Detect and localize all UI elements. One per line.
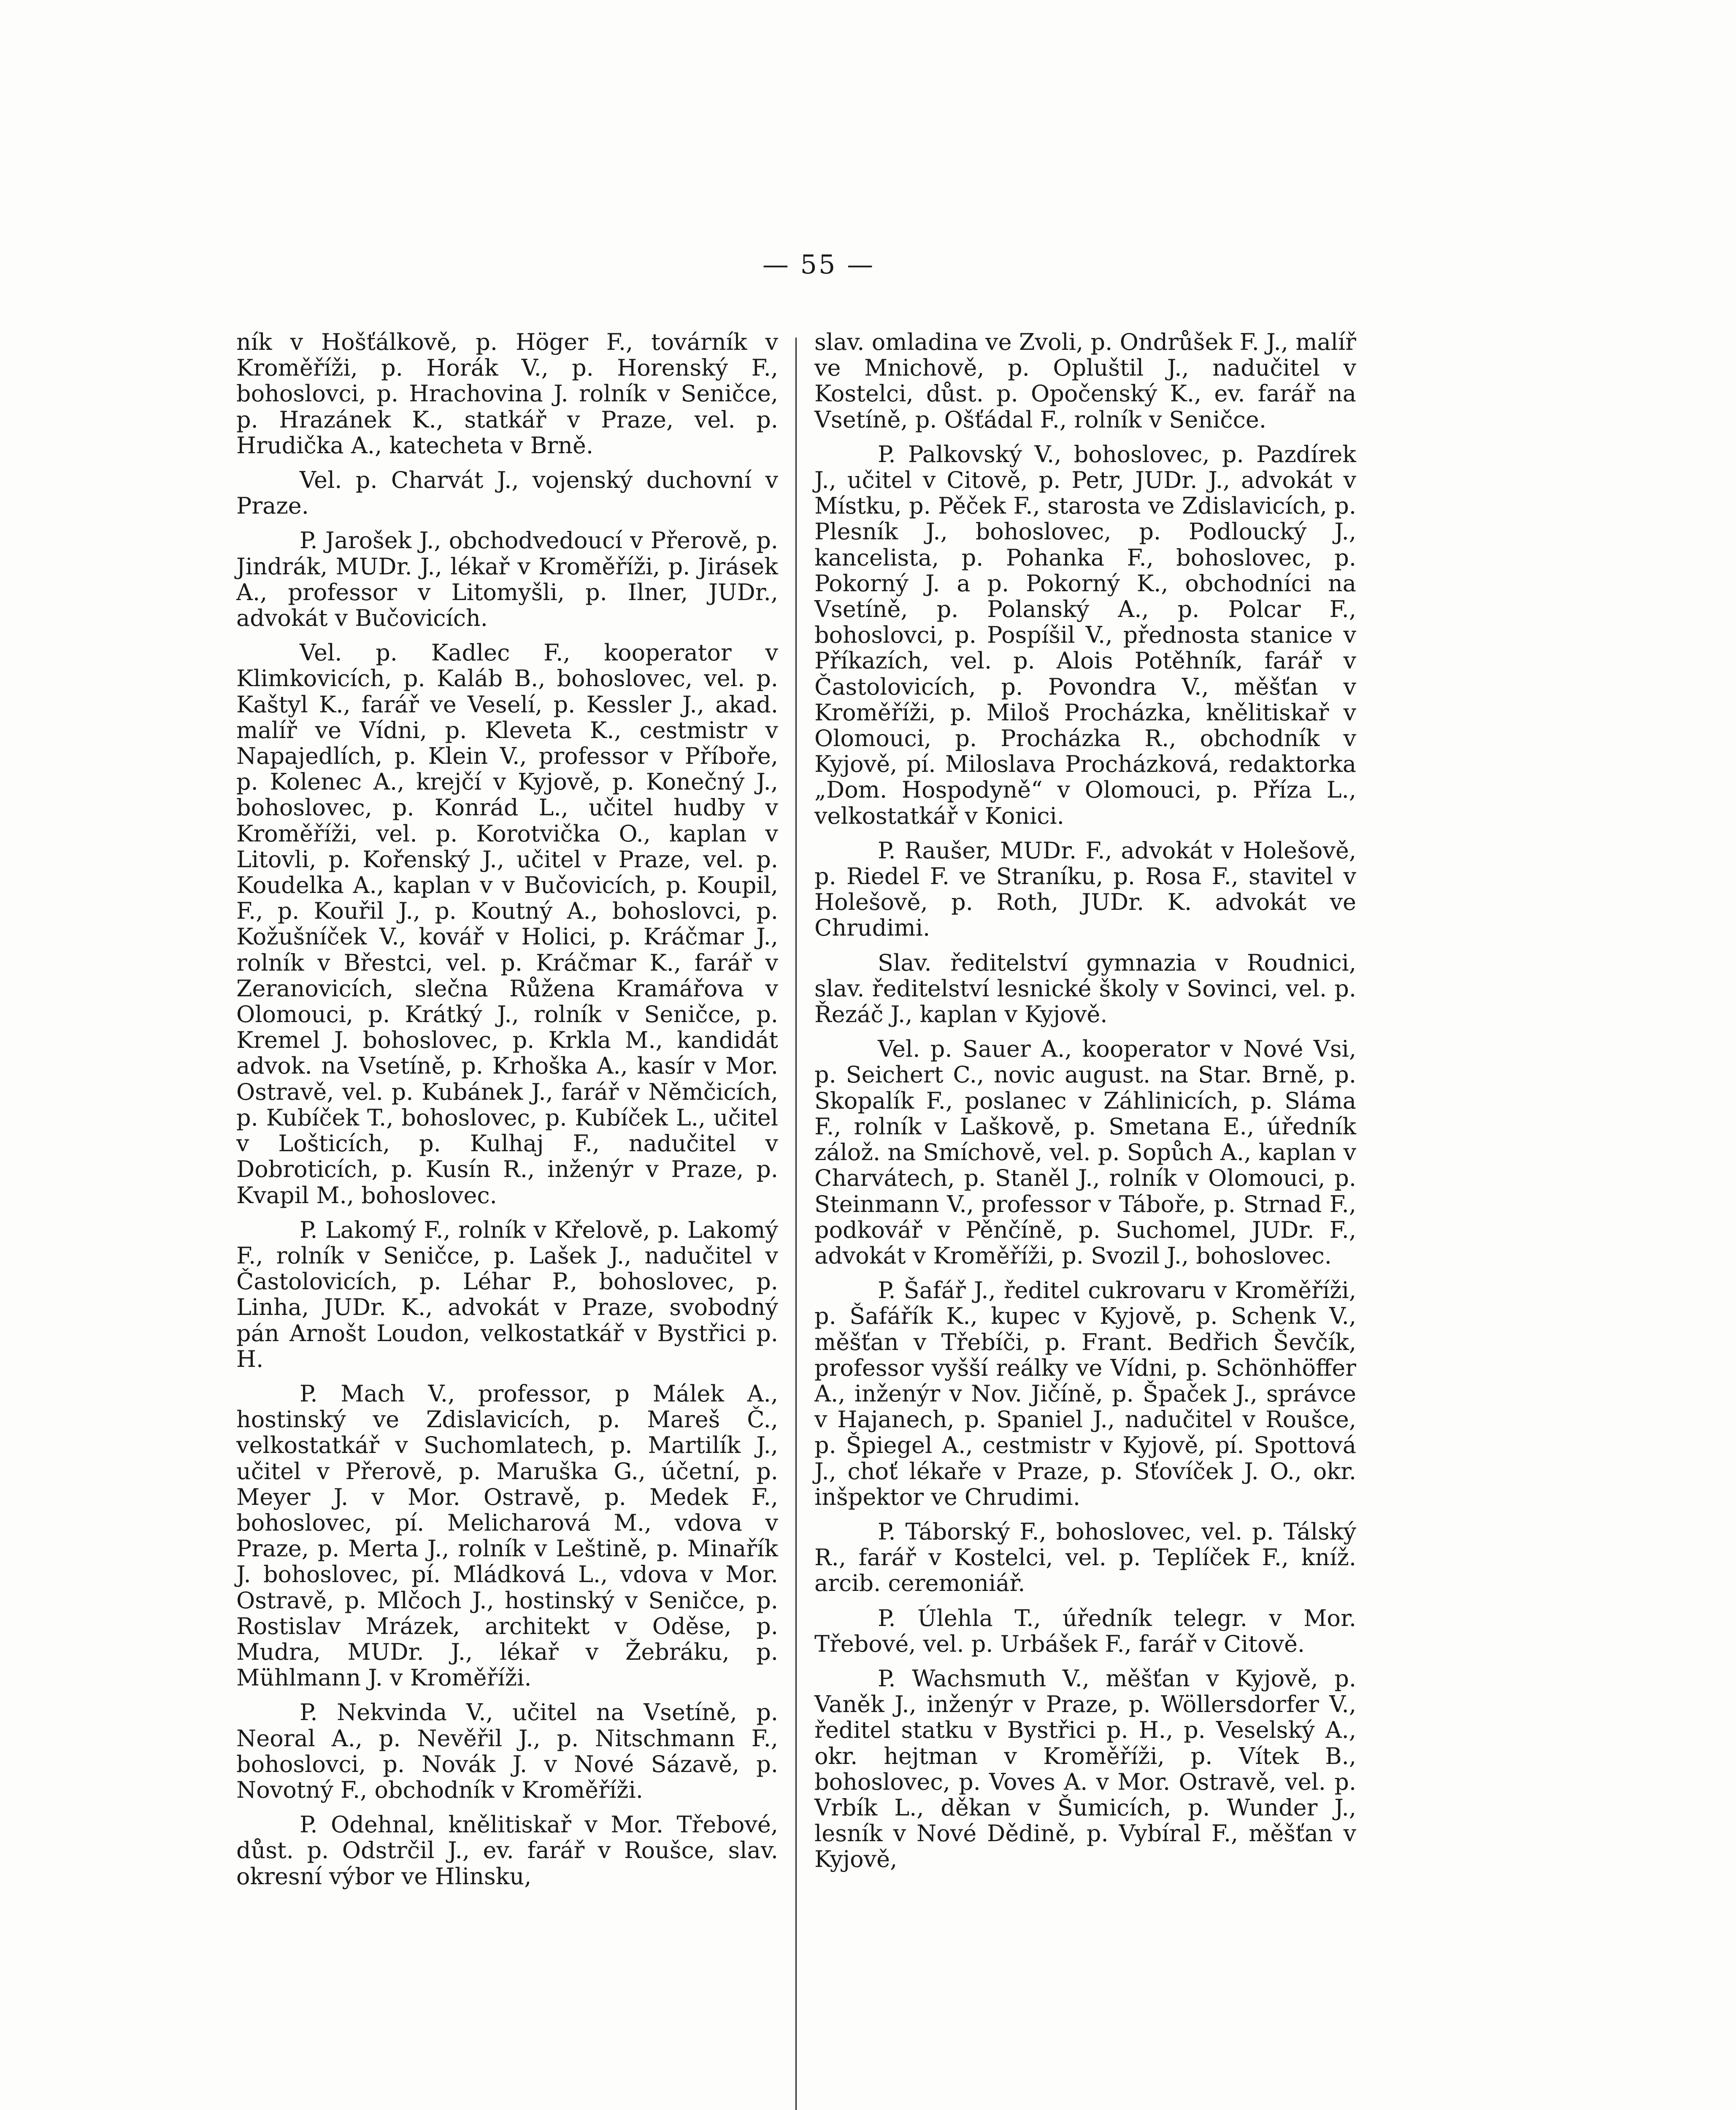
- paragraph: Vel. p. Kadlec F., kooperator v Klimkovicích, p. Kaláb B., bohoslovec, vel. p. Kaštyl K., farář ve Veselí, p. Kessler J., akad. malíř ve Vídni, p. Kleveta K., cestmistr v Napajedlích, p. Klein V., professor v Příboře, p. Kolenec A., krejčí v Kyjově, p. Konečný J., bohoslovec, p. Konrád L., učitel hudby v Kroměříži, vel. p. Korotvička O., kaplan v Litovli, p. Kořenský J., učitel v Praze, vel. p. Koudelka A., kaplan v v Bučovicích, p. Koupil, F., p. Kouřil J., p. Koutný A., bohoslovci, p. Kožušníček V., kovář v Holici, p. Kráčmar J., rolník v Břestci, vel. p. Kráčmar K., farář v Zeranovicích, slečna Růžena Kramářova v Olomouci, p. Krátký J., rolník v Seničce, p. Kremel J. bohoslovec, p. Krkla M., kandidát advok. na Vsetíně, p. Krhoška A., kasír v Mor. Ostravě, vel. p. Kubánek J., farář v Němčicích, p. Kubíček T., bohoslovec, p. Kubíček L., učitel v Lošticích, p. Kulhaj F., nadučitel v Dobroticích, p. Kusín R., inženýr v Praze, p. Kvapil M., bohoslovec.: [236, 639, 778, 1209]
- paragraph: P. Úlehla T., úředník telegr. v Mor. Třebové, vel. p. Urbášek F., farář v Citově.: [814, 1604, 1356, 1657]
- right-column: [814, 329, 1356, 1881]
- left-column: [236, 329, 778, 1898]
- paragraph: P. Raušer, MUDr. F., advokát v Holešově, p. Riedel F. ve Straníku, p. Rosa F., stavitel v Holešově, p. Roth, JUDr. K. advokát ve Chrudimi.: [814, 837, 1356, 941]
- paragraph: P. Mach V., professor, p Málek A., hostinský ve Zdislavicích, p. Mareš Č., velkostatkář v Suchomlatech, p. Martilík J., učitel v Přerově, p. Maruška G., účetní, p. Meyer J. v Mor. Ostravě, p. Medek F., bohoslovec, pí. Melicharová M., vdova v Praze, p. Merta J., rolník v Leštině, p. Minařík J. bohoslovec, pí. Mládková L., vdova v Mor. Ostravě, p. Mlčoch J., hostinský v Seničce, p. Rostislav Mrázek, architekt v Oděse, p. Mudra, MUDr. J., lékař v Žebráku, p. Mühlmann J. v Kroměříži.: [236, 1380, 778, 1691]
- paragraph: slav. omladina ve Zvoli, p. Ondrůšek F. J., malíř ve Mnichově, p. Opluštil J., nadučitel v Kostelci, důst. p. Opočenský K., ev. farář na Vsetíně, p. Ošťádal F., rolník v Seničce.: [814, 329, 1356, 433]
- paragraph: P. Jarošek J., obchodvedoucí v Přerově, p. Jindrák, MUDr. J., lékař v Kroměříži, p. Jirásek A., professor v Litomyšli, p. Ilner, JUDr., advokát v Bučovicích.: [236, 527, 778, 632]
- paragraph: P. Odehnal, knělitiskař v Mor. Třebové, důst. p. Odstrčil J., ev. farář v Roušce, slav. okresní výbor ve Hlinsku,: [236, 1811, 778, 1890]
- paragraph: P. Šafář J., ředitel cukrovaru v Kroměříži, p. Šafářík K., kupec v Kyjově, p. Schenk V., měšťan v Třebíči, p. Frant. Bedřich Ševčík, professor vyšší reálky ve Vídni, p. Schönhöffer A., inženýr v Nov. Jičíně, p. Špaček J., správce v Hajanech, p. Spaniel J., nadučitel v Roušce, p. Špiegel A., cestmistr v Kyjově, pí. Spottová J., choť lékaře v Praze, p. Sťovíček J. O., okr. inšpektor ve Chrudimi.: [814, 1277, 1356, 1510]
- paragraph: P. Wachsmuth V., měšťan v Kyjově, p. Vaněk J., inženýr v Praze, p. Wöllersdorfer V., ředitel statku v Bystřici p. H., p. Veselský A., okr. hejtman v Kroměříži, p. Vítek B., bohoslovec, p. Voves A. v Mor. Ostravě, vel. p. Vrbík L., děkan v Šumicích, p. Wunder J., lesník v Nové Dědině, p. Vybíral F., měšťan v Kyjově,: [814, 1665, 1356, 1873]
- paragraph: Vel. p. Sauer A., kooperator v Nové Vsi, p. Seichert C., novic august. na Star. Brně, p. Skopalík F., poslanec v Záhlinicích, p. Sláma F., rolník v Laškově, p. Smetana E., úředník zálož. na Smíchově, vel. p. Sopůch A., kaplan v Charvátech, p. Staněl J., rolník v Olomouci, p. Steinmann V., professor v Táboře, p. Strnad F., podkovář v Pěnčíně, p. Suchomel, JUDr. F., advokát v Kroměříži, p. Svozil J., bohoslovec.: [814, 1036, 1356, 1269]
- paragraph: P. Palkovský V., bohoslovec, p. Pazdírek J., učitel v Citově, p. Petr, JUDr. J., advokát v Místku, p. Pěček F., starosta ve Zdislavicích, p. Plesník J., bohoslovec, p. Podloucký J., kancelista, p. Pohanka F., bohoslovec, p. Pokorný J. a p. Pokorný K., obchodníci na Vsetíně, p. Polanský A., p. Polcar F., bohoslovci, p. Pospíšil V., přednosta stanice v Příkazích, vel. p. Alois Potěhník, farář v Častolovicích, p. Povondra V., měšťan v Kroměříži, p. Miloš Procházka, knělitiskař v Olomouci, p. Procházka R., obchodník v Kyjově, pí. Miloslava Procházková, redaktorka „Dom. Hospodyně“ v Olomouci, p. Příza L., velkostatkář v Konici.: [814, 441, 1356, 829]
- paragraph: Vel. p. Charvát J., vojenský duchovní v Praze.: [236, 467, 778, 519]
- paragraph: P. Lakomý F., rolník v Křelově, p. Lakomý F., rolník v Seničce, p. Lašek J., nadučitel v Častolovicích, p. Léhar P., bohoslovec, p. Linha, JUDr. K., advokát v Praze, svobodný pán Arnošt Loudon, velkostatkář v Bystřici p. H.: [236, 1216, 778, 1372]
- paragraph: Slav. ředitelství gymnazia v Roudnici, slav. ředitelství lesnické školy v Sovinci, vel. p. Řezáč J., kaplan v Kyjově.: [814, 949, 1356, 1028]
- column-divider: [795, 338, 797, 2110]
- paragraph: P. Táborský F., bohoslovec, vel. p. Tálský R., farář v Kostelci, vel. p. Teplíček F., kníž. arcib. ceremoniář.: [814, 1518, 1356, 1597]
- paragraph: P. Nekvinda V., učitel na Vsetíně, p. Neoral A., p. Nevěřil J., p. Nitschmann F., bohoslovci, p. Novák J. v Nové Sázavě, p. Novotný F., obchodník v Kroměříži.: [236, 1699, 778, 1803]
- page-number: — 55 —: [762, 249, 875, 280]
- paragraph: ník v Hošťálkově, p. Höger F., továrník v Kroměříži, p. Horák V., p. Horenský F., bohoslovci, p. Hrachovina J. rolník v Seničce, p. Hrazánek K., statkář v Praze, vel. p. Hrudička A., katecheta v Brně.: [236, 329, 778, 459]
